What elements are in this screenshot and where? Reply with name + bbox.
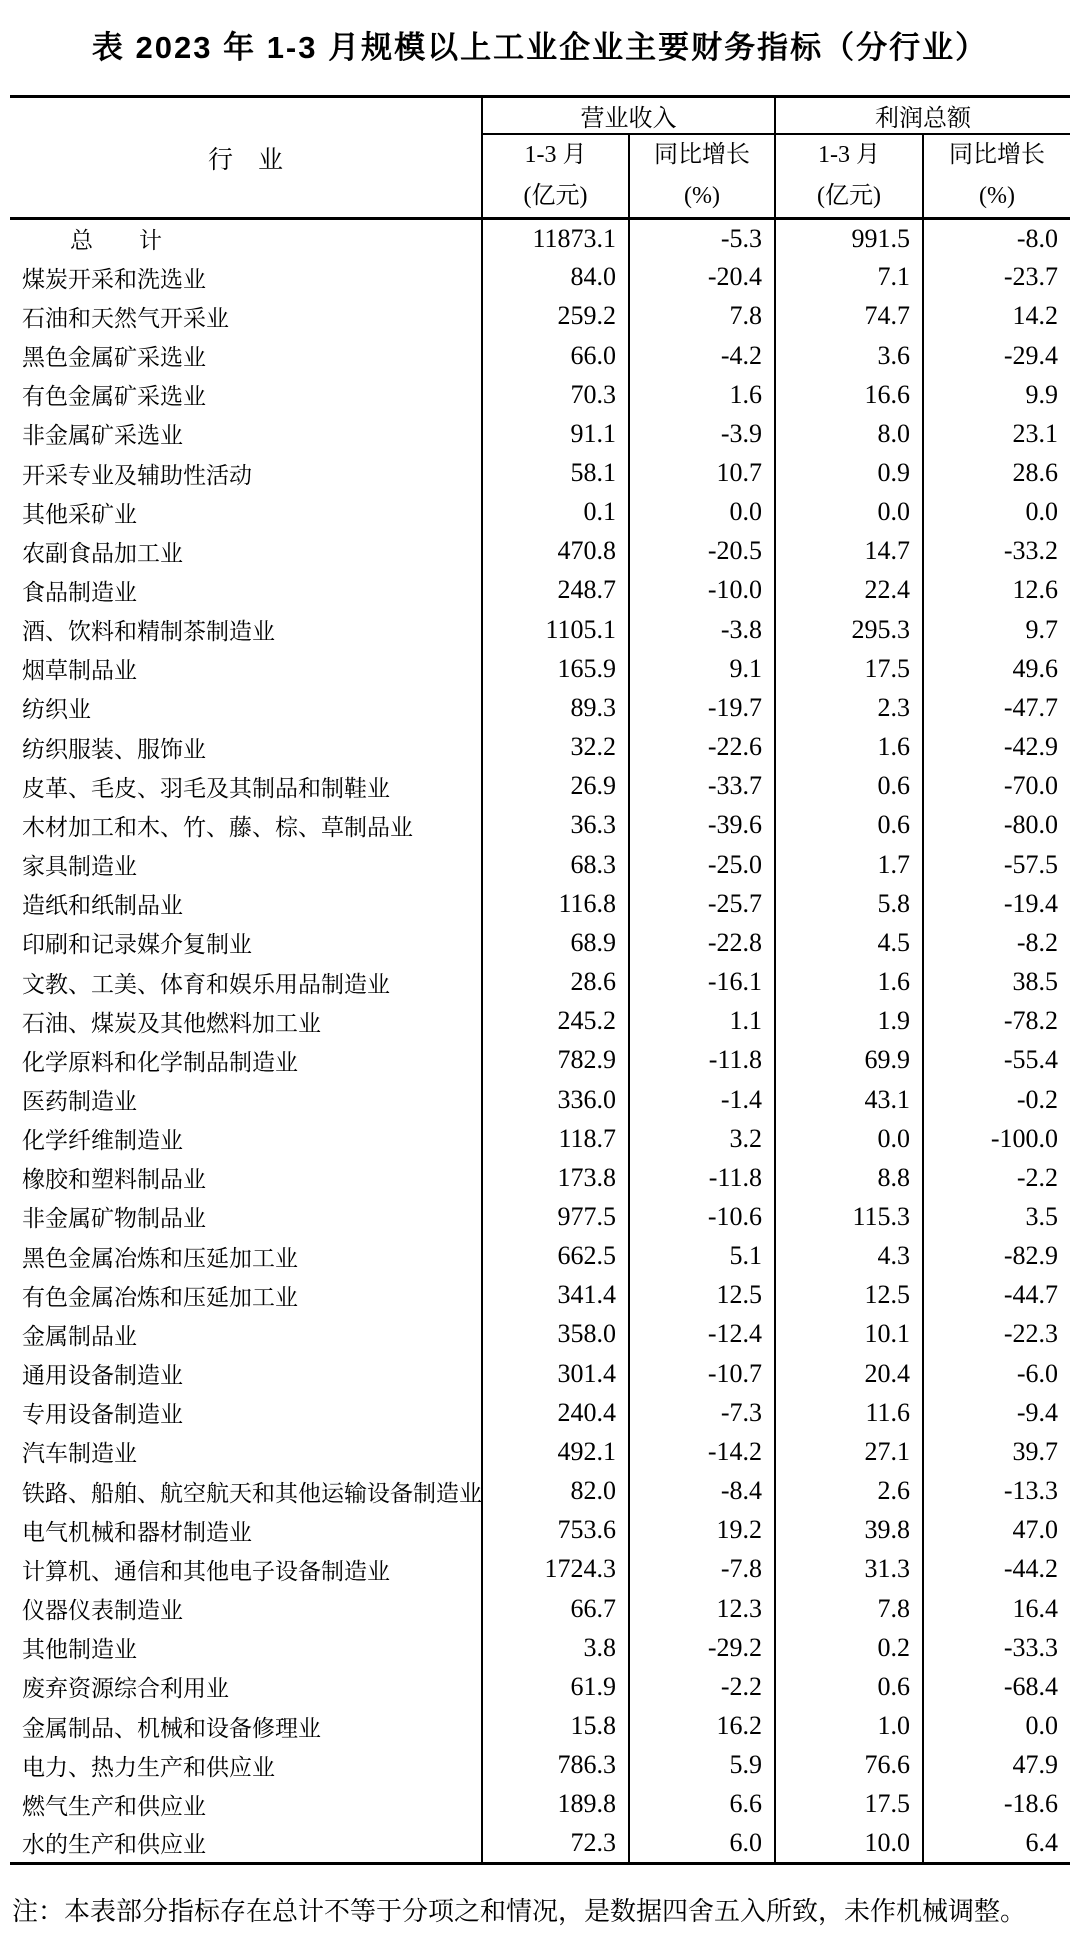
value-cell: 3.2: [629, 1119, 775, 1158]
value-cell: 1.6: [629, 375, 775, 414]
sub-header-line2: (亿元): [523, 183, 588, 209]
table-row: [10, 1197, 1070, 1236]
sub-header-line1: 同比增长: [654, 142, 750, 168]
value-cell: -100.0: [923, 1119, 1070, 1158]
value-cell: 0.0: [923, 493, 1070, 532]
value-cell: -5.3: [629, 219, 775, 258]
table-row: [10, 649, 1070, 688]
industry-cell: 汽车制造业: [22, 1441, 137, 1467]
sub-header-line2: (%): [684, 183, 720, 209]
value-cell: 58.1: [482, 453, 629, 492]
value-cell: 240.4: [482, 1393, 629, 1432]
table-row: [10, 1667, 1070, 1706]
table-row: [10, 1119, 1070, 1158]
footnote: 注：本表部分指标存在总计不等于分项之和情况，是数据四舍五入所致，未作机械调整。: [12, 1896, 1027, 1926]
value-cell: -18.6: [923, 1785, 1070, 1824]
value-cell: 4.5: [775, 923, 923, 962]
value-cell: 23.1: [923, 414, 1070, 453]
value-cell: -33.3: [923, 1628, 1070, 1667]
industry-cell: 印刷和记录媒介复制业: [22, 932, 252, 958]
value-cell: -2.2: [923, 1158, 1070, 1197]
value-cell: 977.5: [482, 1197, 629, 1236]
table-row: [10, 219, 1070, 258]
sub-header-line1: 1-3 月: [524, 142, 587, 168]
revenue-growth-header: [629, 134, 775, 219]
value-cell: -25.0: [629, 845, 775, 884]
industry-cell: 橡胶和塑料制品业: [22, 1167, 206, 1193]
profit-growth-header: [923, 134, 1070, 219]
value-cell: -6.0: [923, 1354, 1070, 1393]
industry-cell: 仪器仪表制造业: [22, 1598, 183, 1624]
value-cell: 47.9: [923, 1746, 1070, 1785]
value-cell: 16.4: [923, 1589, 1070, 1628]
value-cell: -7.8: [629, 1550, 775, 1589]
value-cell: -2.2: [629, 1667, 775, 1706]
value-cell: 0.0: [923, 1706, 1070, 1745]
value-cell: 0.0: [629, 493, 775, 532]
value-cell: 1.6: [775, 962, 923, 1001]
value-cell: -55.4: [923, 1041, 1070, 1080]
value-cell: 295.3: [775, 610, 923, 649]
industry-cell: 燃气生产和供应业: [22, 1793, 206, 1819]
table-row: [10, 610, 1070, 649]
industry-cell: 化学原料和化学制品制造业: [22, 1049, 298, 1075]
industry-cell: 纺织业: [22, 697, 91, 723]
group-header-row: [10, 97, 1070, 135]
value-cell: -4.2: [629, 336, 775, 375]
value-cell: 70.3: [482, 375, 629, 414]
value-cell: -29.2: [629, 1628, 775, 1667]
value-cell: 16.6: [775, 375, 923, 414]
value-cell: 28.6: [923, 453, 1070, 492]
value-cell: 22.4: [775, 571, 923, 610]
value-cell: 17.5: [775, 649, 923, 688]
table-row: [10, 1706, 1070, 1745]
value-cell: -12.4: [629, 1315, 775, 1354]
value-cell: 991.5: [775, 219, 923, 258]
value-cell: -33.7: [629, 767, 775, 806]
table-title: 表 2023 年 1-3 月规模以上工业企业主要财务指标（分行业）: [91, 30, 989, 65]
value-cell: 9.7: [923, 610, 1070, 649]
profit-group-header: 利润总额: [775, 97, 1070, 135]
table-row: [10, 1511, 1070, 1550]
value-cell: -20.5: [629, 532, 775, 571]
value-cell: -3.9: [629, 414, 775, 453]
value-cell: 14.2: [923, 297, 1070, 336]
value-cell: 1.0: [775, 1706, 923, 1745]
value-cell: 32.2: [482, 728, 629, 767]
table-row: [10, 1315, 1070, 1354]
value-cell: 3.8: [482, 1628, 629, 1667]
table-row: [10, 845, 1070, 884]
value-cell: 1.6: [775, 728, 923, 767]
value-cell: 8.0: [775, 414, 923, 453]
table-header: [10, 97, 1070, 219]
sub-header-line2: (亿元): [817, 183, 881, 209]
value-cell: 76.6: [775, 1746, 923, 1785]
table-row: [10, 453, 1070, 492]
value-cell: 753.6: [482, 1511, 629, 1550]
industry-cell: 开采专业及辅助性活动: [22, 462, 252, 488]
value-cell: 4.3: [775, 1237, 923, 1276]
value-cell: 1.9: [775, 1002, 923, 1041]
value-cell: 1724.3: [482, 1550, 629, 1589]
value-cell: -13.3: [923, 1472, 1070, 1511]
value-cell: 248.7: [482, 571, 629, 610]
industry-cell: 有色金属冶炼和压延加工业: [22, 1284, 298, 1310]
value-cell: -8.0: [923, 219, 1070, 258]
table-row: [10, 1237, 1070, 1276]
value-cell: -14.2: [629, 1432, 775, 1471]
table-row: [10, 923, 1070, 962]
value-cell: 14.7: [775, 532, 923, 571]
industry-cell: 石油和天然气开采业: [22, 305, 229, 331]
table-row: [10, 1354, 1070, 1393]
table-row: [10, 414, 1070, 453]
value-cell: -39.6: [629, 806, 775, 845]
industry-cell: 石油、煤炭及其他燃料加工业: [22, 1010, 321, 1036]
value-cell: 245.2: [482, 1002, 629, 1041]
table-row: [10, 1393, 1070, 1432]
industry-cell: 废弃资源综合利用业: [22, 1676, 229, 1702]
value-cell: 301.4: [482, 1354, 629, 1393]
value-cell: 17.5: [775, 1785, 923, 1824]
value-cell: 2.3: [775, 688, 923, 727]
sub-header-line1: 同比增长: [949, 142, 1045, 168]
value-cell: 84.0: [482, 258, 629, 297]
sub-header-line2: (%): [979, 183, 1015, 209]
industry-cell: 非金属矿采选业: [22, 423, 183, 449]
value-cell: 27.1: [775, 1432, 923, 1471]
value-cell: 173.8: [482, 1158, 629, 1197]
table-row: [10, 1472, 1070, 1511]
industry-cell: 非金属矿物制品业: [22, 1206, 206, 1232]
value-cell: -16.1: [629, 962, 775, 1001]
value-cell: -80.0: [923, 806, 1070, 845]
value-cell: 10.1: [775, 1315, 923, 1354]
value-cell: 61.9: [482, 1667, 629, 1706]
table-row: [10, 688, 1070, 727]
value-cell: 7.8: [629, 297, 775, 336]
value-cell: 11873.1: [482, 219, 629, 258]
table-row: [10, 1589, 1070, 1628]
industry-cell: 计算机、通信和其他电子设备制造业: [22, 1558, 390, 1584]
value-cell: -11.8: [629, 1158, 775, 1197]
table-row: [10, 1824, 1070, 1863]
value-cell: 12.5: [775, 1276, 923, 1315]
industry-cell: 电力、热力生产和供应业: [22, 1754, 275, 1780]
value-cell: 12.5: [629, 1276, 775, 1315]
value-cell: 0.0: [775, 493, 923, 532]
value-cell: -42.9: [923, 728, 1070, 767]
value-cell: 0.2: [775, 1628, 923, 1667]
table-body: [10, 219, 1070, 1864]
revenue-amount-header: [482, 134, 629, 219]
industry-cell: 煤炭开采和洗选业: [22, 266, 206, 292]
value-cell: 8.8: [775, 1158, 923, 1197]
value-cell: 3.6: [775, 336, 923, 375]
value-cell: 5.8: [775, 884, 923, 923]
value-cell: 7.1: [775, 258, 923, 297]
industry-cell: 农副食品加工业: [22, 540, 183, 566]
sub-header-line1: 1-3 月: [818, 142, 880, 168]
value-cell: 36.3: [482, 806, 629, 845]
table-row: [10, 1276, 1070, 1315]
table-row: [10, 1002, 1070, 1041]
table-row: [10, 258, 1070, 297]
value-cell: 20.4: [775, 1354, 923, 1393]
value-cell: 43.1: [775, 1080, 923, 1119]
value-cell: 15.8: [482, 1706, 629, 1745]
value-cell: -25.7: [629, 884, 775, 923]
value-cell: 0.6: [775, 1667, 923, 1706]
value-cell: 189.8: [482, 1785, 629, 1824]
value-cell: 11.6: [775, 1393, 923, 1432]
industry-cell: 通用设备制造业: [22, 1363, 183, 1389]
value-cell: -0.2: [923, 1080, 1070, 1119]
financial-indicators-table: [10, 95, 1070, 1865]
value-cell: 49.6: [923, 649, 1070, 688]
table-row: [10, 297, 1070, 336]
industry-cell: 化学纤维制造业: [22, 1128, 183, 1154]
value-cell: 12.6: [923, 571, 1070, 610]
table-row: [10, 884, 1070, 923]
value-cell: 16.2: [629, 1706, 775, 1745]
industry-cell: 医药制造业: [22, 1089, 137, 1115]
value-cell: 5.1: [629, 1237, 775, 1276]
value-cell: -7.3: [629, 1393, 775, 1432]
value-cell: 492.1: [482, 1432, 629, 1471]
value-cell: 89.3: [482, 688, 629, 727]
table-row: [10, 1158, 1070, 1197]
industry-cell: 铁路、船舶、航空航天和其他运输设备制造业: [22, 1480, 482, 1506]
value-cell: -68.4: [923, 1667, 1070, 1706]
value-cell: -10.6: [629, 1197, 775, 1236]
value-cell: 9.1: [629, 649, 775, 688]
table-row: [10, 532, 1070, 571]
value-cell: -44.7: [923, 1276, 1070, 1315]
value-cell: -22.8: [629, 923, 775, 962]
value-cell: 38.5: [923, 962, 1070, 1001]
table-row: [10, 571, 1070, 610]
value-cell: -19.7: [629, 688, 775, 727]
value-cell: 10.0: [775, 1824, 923, 1863]
value-cell: -22.6: [629, 728, 775, 767]
industry-cell: 皮革、毛皮、羽毛及其制品和制鞋业: [22, 775, 390, 801]
value-cell: 12.3: [629, 1589, 775, 1628]
industry-cell: 水的生产和供应业: [22, 1832, 206, 1858]
value-cell: 31.3: [775, 1550, 923, 1589]
value-cell: 470.8: [482, 532, 629, 571]
value-cell: -78.2: [923, 1002, 1070, 1041]
industry-cell: 有色金属矿采选业: [22, 384, 206, 410]
value-cell: -10.7: [629, 1354, 775, 1393]
value-cell: 118.7: [482, 1119, 629, 1158]
value-cell: -1.4: [629, 1080, 775, 1119]
value-cell: -82.9: [923, 1237, 1070, 1276]
revenue-group-header: 营业收入: [482, 97, 775, 135]
value-cell: 0.6: [775, 806, 923, 845]
table-row: [10, 336, 1070, 375]
value-cell: 786.3: [482, 1746, 629, 1785]
industry-cell: 家具制造业: [22, 854, 137, 880]
value-cell: -9.4: [923, 1393, 1070, 1432]
industry-cell: 其他制造业: [22, 1637, 137, 1663]
industry-cell: 造纸和纸制品业: [22, 893, 183, 919]
value-cell: 6.6: [629, 1785, 775, 1824]
value-cell: -3.8: [629, 610, 775, 649]
value-cell: 336.0: [482, 1080, 629, 1119]
value-cell: 0.6: [775, 767, 923, 806]
value-cell: 68.3: [482, 845, 629, 884]
industry-cell: 烟草制品业: [22, 658, 137, 684]
table-row: [10, 1550, 1070, 1589]
value-cell: 1105.1: [482, 610, 629, 649]
value-cell: 5.9: [629, 1746, 775, 1785]
value-cell: 74.7: [775, 297, 923, 336]
value-cell: 10.7: [629, 453, 775, 492]
value-cell: 66.7: [482, 1589, 629, 1628]
value-cell: 26.9: [482, 767, 629, 806]
industry-cell: 黑色金属矿采选业: [22, 345, 206, 371]
value-cell: 1.7: [775, 845, 923, 884]
industry-cell: 金属制品业: [22, 1323, 137, 1349]
value-cell: 0.1: [482, 493, 629, 532]
value-cell: 2.6: [775, 1472, 923, 1511]
table-row: [10, 1432, 1070, 1471]
value-cell: 116.8: [482, 884, 629, 923]
industry-cell: 纺织服装、服饰业: [22, 736, 206, 762]
value-cell: -23.7: [923, 258, 1070, 297]
value-cell: 66.0: [482, 336, 629, 375]
value-cell: 9.9: [923, 375, 1070, 414]
value-cell: 358.0: [482, 1315, 629, 1354]
table-row: [10, 1628, 1070, 1667]
value-cell: -10.0: [629, 571, 775, 610]
value-cell: 39.7: [923, 1432, 1070, 1471]
value-cell: 0.0: [775, 1119, 923, 1158]
value-cell: -44.2: [923, 1550, 1070, 1589]
value-cell: -8.2: [923, 923, 1070, 962]
table-row: [10, 962, 1070, 1001]
table-row: [10, 1785, 1070, 1824]
value-cell: -8.4: [629, 1472, 775, 1511]
industry-cell: 金属制品、机械和设备修理业: [22, 1715, 321, 1741]
value-cell: 115.3: [775, 1197, 923, 1236]
value-cell: 72.3: [482, 1824, 629, 1863]
value-cell: 341.4: [482, 1276, 629, 1315]
industry-cell: 总 计: [70, 228, 162, 254]
table-row: [10, 728, 1070, 767]
value-cell: -47.7: [923, 688, 1070, 727]
industry-cell: 黑色金属冶炼和压延加工业: [22, 1245, 298, 1271]
value-cell: -20.4: [629, 258, 775, 297]
industry-cell: 其他采矿业: [22, 501, 137, 527]
value-cell: -33.2: [923, 532, 1070, 571]
table-row: [10, 1080, 1070, 1119]
value-cell: 165.9: [482, 649, 629, 688]
value-cell: -22.3: [923, 1315, 1070, 1354]
value-cell: -19.4: [923, 884, 1070, 923]
industry-column-header: 行 业: [10, 97, 482, 219]
value-cell: 259.2: [482, 297, 629, 336]
profit-amount-header: [775, 134, 923, 219]
value-cell: 7.8: [775, 1589, 923, 1628]
value-cell: 782.9: [482, 1041, 629, 1080]
industry-cell: 文教、工美、体育和娱乐用品制造业: [22, 971, 390, 997]
industry-cell: 木材加工和木、竹、藤、棕、草制品业: [22, 814, 413, 840]
value-cell: -11.8: [629, 1041, 775, 1080]
value-cell: 662.5: [482, 1237, 629, 1276]
value-cell: 28.6: [482, 962, 629, 1001]
value-cell: 91.1: [482, 414, 629, 453]
table-row: [10, 767, 1070, 806]
industry-cell: 专用设备制造业: [22, 1402, 183, 1428]
value-cell: 0.9: [775, 453, 923, 492]
table-row: [10, 375, 1070, 414]
value-cell: 39.8: [775, 1511, 923, 1550]
value-cell: 6.0: [629, 1824, 775, 1863]
value-cell: -29.4: [923, 336, 1070, 375]
table-row: [10, 1746, 1070, 1785]
value-cell: 1.1: [629, 1002, 775, 1041]
table-row: [10, 1041, 1070, 1080]
value-cell: 69.9: [775, 1041, 923, 1080]
table-row: [10, 493, 1070, 532]
value-cell: -57.5: [923, 845, 1070, 884]
value-cell: 68.9: [482, 923, 629, 962]
value-cell: 19.2: [629, 1511, 775, 1550]
value-cell: 47.0: [923, 1511, 1070, 1550]
industry-cell: 电气机械和器材制造业: [22, 1519, 252, 1545]
value-cell: 3.5: [923, 1197, 1070, 1236]
table-row: [10, 806, 1070, 845]
value-cell: 82.0: [482, 1472, 629, 1511]
industry-cell: 食品制造业: [22, 579, 137, 605]
industry-cell: 酒、饮料和精制茶制造业: [22, 619, 275, 645]
value-cell: -70.0: [923, 767, 1070, 806]
value-cell: 6.4: [923, 1824, 1070, 1863]
